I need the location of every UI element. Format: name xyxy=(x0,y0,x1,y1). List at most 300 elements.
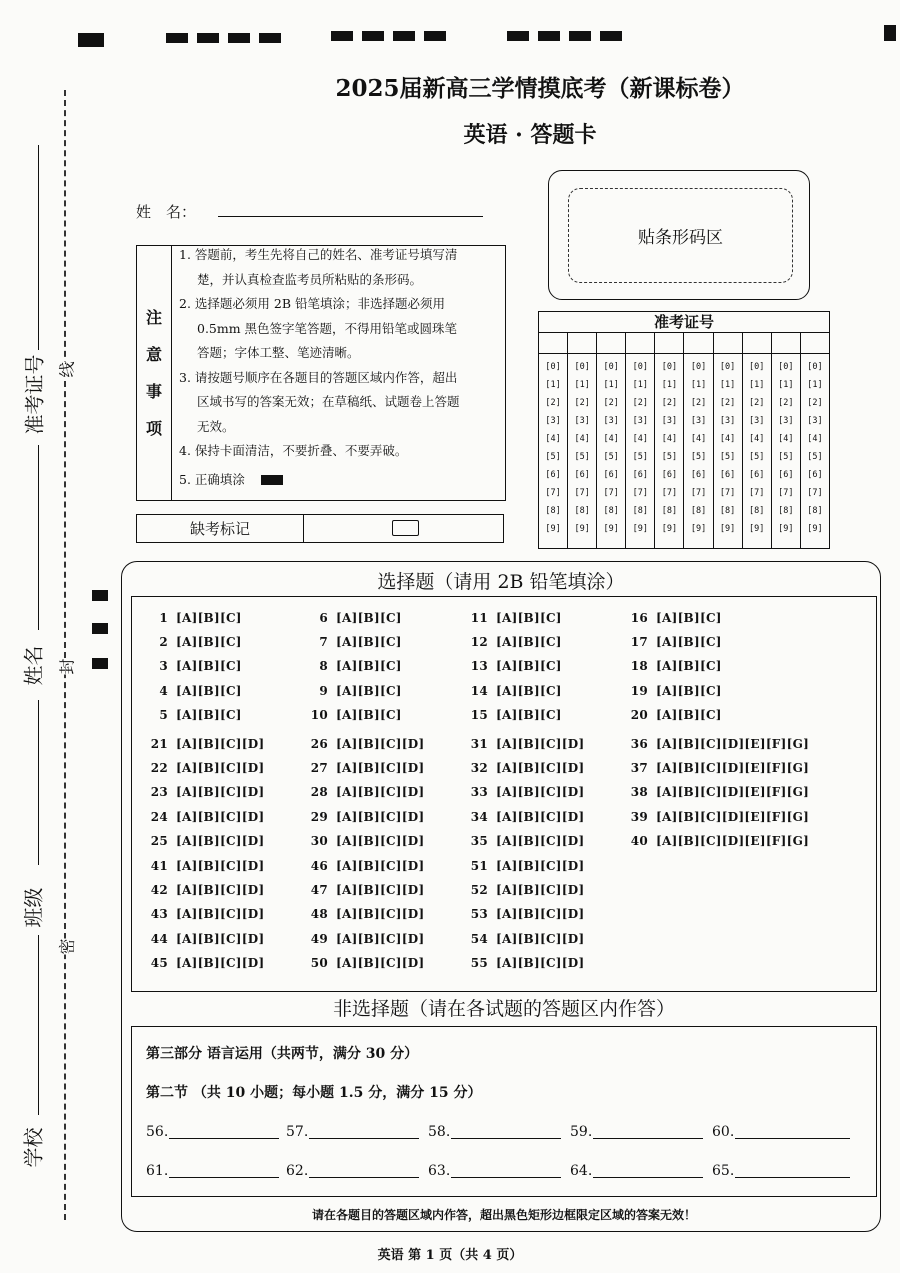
timing-mark xyxy=(259,33,281,43)
question-number: 13 xyxy=(470,659,488,674)
answer-options[interactable]: [A][B][C] xyxy=(336,683,402,698)
digit-bubble[interactable]: [5] xyxy=(574,452,590,462)
question-number: 1 xyxy=(159,611,168,625)
digit-bubble[interactable]: [5] xyxy=(661,452,678,462)
blank-63[interactable] xyxy=(428,1163,561,1179)
mcq-question[interactable] xyxy=(306,659,402,673)
digit-bubble[interactable]: [7] xyxy=(778,488,794,498)
mcq-question[interactable] xyxy=(466,956,584,970)
answer-options[interactable]: [A][B][C] xyxy=(656,659,722,674)
admission-digit-column xyxy=(801,333,829,548)
question-number: 49 xyxy=(310,931,328,946)
digit-bubble[interactable]: [7] xyxy=(632,488,648,498)
answer-line[interactable] xyxy=(169,1138,279,1139)
digit-bubble[interactable]: [1] xyxy=(574,380,590,390)
mcq-question[interactable] xyxy=(146,659,242,673)
digit-bubble[interactable]: [3] xyxy=(661,416,678,426)
digit-bubble[interactable]: [0] xyxy=(545,362,561,372)
digit-bubble[interactable]: [7] xyxy=(574,488,590,498)
mcq-question[interactable] xyxy=(466,932,584,946)
question-number: 32 xyxy=(470,761,488,776)
mcq-question[interactable] xyxy=(466,834,584,848)
page-title: 2025届新高三学情摸底考（新课标卷） xyxy=(335,75,745,102)
question-number: 43 xyxy=(150,907,168,922)
digit-bubble[interactable]: [9] xyxy=(603,524,619,534)
digit-bubble[interactable]: [3] xyxy=(545,416,561,426)
side-label-name: 姓名 xyxy=(21,645,46,686)
answer-options[interactable]: [A][B][C][D][E][F][G] xyxy=(656,809,810,824)
question-number: 22 xyxy=(150,761,168,776)
digit-bubble[interactable]: [4] xyxy=(690,434,707,444)
mcq-question[interactable] xyxy=(626,611,722,625)
timing-mark xyxy=(92,658,108,669)
digit-bubble[interactable]: [1] xyxy=(603,380,619,390)
answer-options[interactable]: [A][B][C][D] xyxy=(336,883,425,898)
blank-59[interactable] xyxy=(570,1124,703,1140)
answer-line[interactable] xyxy=(169,1177,279,1178)
digit-bubble[interactable]: [5] xyxy=(807,452,823,462)
notice-line: 无效。 xyxy=(197,418,235,434)
answer-options[interactable]: [A][B][C][D] xyxy=(336,737,425,751)
digit-bubble[interactable]: [1] xyxy=(749,380,765,390)
answer-options[interactable]: [A][B][C][D] xyxy=(496,883,585,898)
mcq-question[interactable] xyxy=(626,737,809,751)
digit-bubble[interactable]: [4] xyxy=(574,434,590,444)
digit-bubble[interactable]: [9] xyxy=(545,524,561,534)
admission-digit-box[interactable] xyxy=(626,333,654,354)
blank-56[interactable] xyxy=(146,1124,279,1140)
mcq-question[interactable] xyxy=(146,907,264,921)
answer-options[interactable]: [A][B][C][D] xyxy=(176,833,265,848)
mcq-question[interactable] xyxy=(626,785,809,799)
answer-options[interactable]: [A][B][C][D] xyxy=(496,833,585,848)
digit-bubble[interactable]: [4] xyxy=(778,434,794,444)
admission-digit-box[interactable] xyxy=(743,333,771,354)
mcq-question[interactable] xyxy=(146,834,264,848)
digit-bubble[interactable]: [8] xyxy=(749,506,765,516)
mcq-question[interactable] xyxy=(306,859,424,873)
mcq-question[interactable] xyxy=(466,659,562,673)
mcq-question[interactable] xyxy=(146,761,264,775)
mcq-question[interactable] xyxy=(146,737,264,751)
notice-heading-char: 项 xyxy=(145,419,162,438)
question-number: 27 xyxy=(310,761,328,776)
answer-options[interactable]: [A][B][C] xyxy=(496,611,562,625)
question-number: 52 xyxy=(470,883,488,898)
notice-line: 4. 保持卡面清洁，不要折叠、不要弄破。 xyxy=(179,443,408,458)
mcq-question[interactable] xyxy=(146,635,242,649)
digit-bubble[interactable]: [1] xyxy=(690,380,707,390)
digit-bubble[interactable]: [5] xyxy=(603,452,619,462)
digit-bubble[interactable]: [5] xyxy=(719,452,736,462)
question-number: 6 xyxy=(319,611,328,625)
mcq-question[interactable] xyxy=(626,810,809,824)
answer-options[interactable]: [A][B][C][D] xyxy=(336,931,425,946)
digit-bubble[interactable]: [5] xyxy=(632,452,648,462)
mcq-question[interactable] xyxy=(146,785,264,799)
digit-bubble[interactable]: [7] xyxy=(690,488,707,498)
answer-options[interactable]: [A][B][C] xyxy=(656,611,722,625)
blank-57[interactable] xyxy=(286,1124,419,1140)
answer-options[interactable]: [A][B][C][D] xyxy=(496,761,585,776)
digit-bubble[interactable]: [7] xyxy=(719,488,736,498)
blank-58[interactable] xyxy=(428,1124,561,1140)
digit-bubble[interactable]: [5] xyxy=(749,452,765,462)
digit-bubble[interactable]: [0] xyxy=(574,362,590,372)
blank-62[interactable] xyxy=(286,1163,419,1179)
answer-options[interactable]: [A][B][C] xyxy=(176,611,242,625)
timing-mark xyxy=(228,33,250,43)
mcq-question[interactable] xyxy=(466,737,584,751)
digit-bubble[interactable]: [5] xyxy=(690,452,707,462)
section2-heading: 第二节 （共 10 小题；每小题 1.5 分，满分 15 分） xyxy=(146,1085,482,1101)
admission-number-grid xyxy=(538,311,830,549)
digit-bubble[interactable]: [8] xyxy=(807,506,823,516)
mcq-question[interactable] xyxy=(466,635,562,649)
mcq-question[interactable] xyxy=(306,684,402,698)
mcq-question[interactable] xyxy=(146,810,264,824)
mcq-question[interactable] xyxy=(466,684,562,698)
admission-digit-box[interactable] xyxy=(597,333,625,354)
mcq-question[interactable] xyxy=(466,611,562,625)
timing-mark xyxy=(331,31,353,41)
blank-64[interactable] xyxy=(570,1163,703,1179)
digit-bubble[interactable]: [9] xyxy=(749,524,765,534)
digit-bubble[interactable]: [8] xyxy=(632,506,648,516)
digit-bubble[interactable]: [0] xyxy=(749,362,765,372)
digit-bubble[interactable]: [0] xyxy=(719,362,736,372)
digit-bubble[interactable]: [0] xyxy=(603,362,619,372)
digit-bubble[interactable]: [6] xyxy=(778,470,794,480)
digit-bubble[interactable]: [5] xyxy=(778,452,794,462)
digit-bubble[interactable]: [9] xyxy=(719,524,736,534)
answer-options[interactable]: [A][B][C][D] xyxy=(336,955,425,970)
digit-bubble[interactable]: [4] xyxy=(749,434,765,444)
question-number: 15 xyxy=(470,707,488,722)
answer-options[interactable]: [A][B][C][D] xyxy=(176,931,265,946)
notice-line: 1. 答题前，考生先将自己的姓名、准考证号填写清 xyxy=(179,247,458,262)
question-number: 2 xyxy=(159,635,168,650)
answer-options[interactable]: [A][B][C] xyxy=(176,659,242,674)
digit-bubble[interactable]: [6] xyxy=(749,470,765,480)
answer-options[interactable]: [A][B][C] xyxy=(176,683,242,698)
answer-options[interactable]: [A][B][C][D] xyxy=(496,955,585,970)
answer-options[interactable]: [A][B][C][D] xyxy=(336,785,425,800)
digit-bubble[interactable]: [2] xyxy=(603,398,619,408)
digit-bubble[interactable]: [2] xyxy=(661,398,678,408)
digit-bubble[interactable]: [0] xyxy=(807,362,823,372)
answer-options[interactable]: [A][B][C] xyxy=(336,707,402,722)
blank-61[interactable] xyxy=(146,1163,279,1179)
digit-bubble[interactable]: [3] xyxy=(603,416,619,426)
digit-bubble[interactable]: [2] xyxy=(690,398,707,408)
digit-bubble[interactable]: [9] xyxy=(574,524,590,534)
answer-options[interactable]: [A][B][C][D] xyxy=(496,931,585,946)
answer-options[interactable]: [A][B][C][D] xyxy=(496,737,585,751)
digit-bubble[interactable]: [2] xyxy=(632,398,648,408)
digit-bubble[interactable]: [3] xyxy=(574,416,590,426)
answer-options[interactable]: [A][B][C][D][E][F][G] xyxy=(656,761,810,776)
answer-line[interactable] xyxy=(593,1138,703,1139)
digit-bubble[interactable]: [8] xyxy=(574,506,590,516)
digit-bubble[interactable]: [2] xyxy=(719,398,736,408)
answer-line[interactable] xyxy=(735,1138,850,1139)
digit-bubble[interactable]: [3] xyxy=(778,416,794,426)
mcq-question[interactable] xyxy=(306,956,424,970)
answer-options[interactable]: [A][B][C][D] xyxy=(496,785,585,800)
digit-bubble[interactable]: [2] xyxy=(574,398,590,408)
digit-bubble[interactable]: [3] xyxy=(807,416,823,426)
digit-bubble[interactable]: [6] xyxy=(574,470,590,480)
admission-digit-box[interactable] xyxy=(714,333,742,354)
digit-bubble[interactable]: [3] xyxy=(690,416,707,426)
admission-digit-bubbles xyxy=(743,358,771,538)
answer-options[interactable]: [A][B][C][D] xyxy=(336,859,425,873)
timing-mark xyxy=(78,33,104,47)
mcq-question[interactable] xyxy=(466,810,584,824)
answer-options[interactable]: [A][B][C] xyxy=(496,683,562,698)
answer-options[interactable]: [A][B][C][D] xyxy=(176,859,265,873)
digit-bubble[interactable]: [8] xyxy=(719,506,736,516)
answer-options[interactable]: [A][B][C] xyxy=(336,611,402,625)
digit-bubble[interactable]: [1] xyxy=(632,380,648,390)
admission-digit-box[interactable] xyxy=(801,333,829,354)
admission-digit-column xyxy=(539,333,568,548)
notice-heading-char: 事 xyxy=(145,382,162,401)
digit-bubble[interactable]: [4] xyxy=(545,434,561,444)
answer-options[interactable]: [A][B][C][D] xyxy=(176,761,265,776)
school-writing-line xyxy=(38,935,39,1115)
question-number: 34 xyxy=(470,809,488,824)
blank-65[interactable] xyxy=(712,1163,850,1179)
mcq-question[interactable] xyxy=(146,883,264,897)
mcq-question[interactable] xyxy=(466,883,584,897)
digit-bubble[interactable]: [4] xyxy=(807,434,823,444)
mcq-question[interactable] xyxy=(626,659,722,673)
class-writing-line xyxy=(38,700,39,865)
mcq-question[interactable] xyxy=(626,708,722,722)
digit-bubble[interactable]: [1] xyxy=(545,380,561,390)
answer-options[interactable]: [A][B][C][D] xyxy=(336,833,425,848)
absent-checkbox[interactable] xyxy=(392,520,419,536)
digit-bubble[interactable]: [9] xyxy=(807,524,823,534)
mcq-question[interactable] xyxy=(466,785,584,799)
question-number: 54 xyxy=(470,931,488,946)
answer-options[interactable]: [A][B][C][D] xyxy=(176,809,265,824)
digit-bubble[interactable]: [6] xyxy=(545,470,561,480)
answer-options[interactable]: [A][B][C] xyxy=(496,707,562,722)
mcq-question[interactable] xyxy=(466,708,562,722)
admission-digit-box[interactable] xyxy=(539,333,567,354)
mcq-question[interactable] xyxy=(306,883,424,897)
question-number: 17 xyxy=(630,635,648,650)
digit-bubble[interactable]: [7] xyxy=(545,488,561,498)
admission-digit-column xyxy=(714,333,743,548)
name-label: 姓 名： xyxy=(136,203,197,221)
answer-options[interactable]: [A][B][C] xyxy=(656,683,722,698)
timing-mark xyxy=(92,623,108,634)
mcq-question[interactable] xyxy=(626,834,809,848)
digit-bubble[interactable]: [7] xyxy=(603,488,619,498)
answer-line[interactable] xyxy=(309,1177,419,1178)
digit-bubble[interactable]: [5] xyxy=(545,452,561,462)
digit-bubble[interactable]: [8] xyxy=(690,506,707,516)
mcq-question[interactable] xyxy=(466,761,584,775)
mcq-question[interactable] xyxy=(146,956,264,970)
mcq-question[interactable] xyxy=(466,907,584,921)
digit-bubble[interactable]: [6] xyxy=(603,470,619,480)
digit-bubble[interactable]: [3] xyxy=(719,416,736,426)
answer-options[interactable]: [A][B][C] xyxy=(176,707,242,722)
question-number: 9 xyxy=(319,683,328,698)
mcq-question[interactable] xyxy=(306,611,402,625)
digit-bubble[interactable]: [8] xyxy=(778,506,794,516)
digit-bubble[interactable]: [2] xyxy=(545,398,561,408)
mcq-question[interactable] xyxy=(146,932,264,946)
mcq-question[interactable] xyxy=(306,932,424,946)
digit-bubble[interactable]: [0] xyxy=(661,362,678,372)
answer-options[interactable]: [A][B][C][D][E][F][G] xyxy=(656,737,810,751)
digit-bubble[interactable]: [6] xyxy=(719,470,736,480)
mcq-question[interactable] xyxy=(626,684,722,698)
blank-60[interactable] xyxy=(712,1124,850,1140)
digit-bubble[interactable]: [8] xyxy=(603,506,619,516)
answer-options[interactable]: [A][B][C] xyxy=(496,659,562,674)
answer-line[interactable] xyxy=(735,1177,850,1178)
digit-bubble[interactable]: [7] xyxy=(661,488,678,498)
digit-bubble[interactable]: [2] xyxy=(749,398,765,408)
mcq-question[interactable] xyxy=(306,834,424,848)
mcq-question[interactable] xyxy=(306,785,424,799)
mcq-question[interactable] xyxy=(306,737,424,751)
digit-bubble[interactable]: [1] xyxy=(807,380,823,390)
digit-bubble[interactable]: [1] xyxy=(778,380,794,390)
answer-options[interactable]: [A][B][C][D] xyxy=(176,955,265,970)
digit-bubble[interactable]: [4] xyxy=(661,434,678,444)
digit-bubble[interactable]: [1] xyxy=(661,380,678,390)
digit-bubble[interactable]: [4] xyxy=(603,434,619,444)
digit-bubble[interactable]: [0] xyxy=(690,362,707,372)
admission-digit-column xyxy=(597,333,626,548)
digit-bubble[interactable]: [3] xyxy=(749,416,765,426)
digit-bubble[interactable]: [9] xyxy=(690,524,707,534)
blank-number: 62. xyxy=(286,1163,309,1179)
digit-bubble[interactable]: [8] xyxy=(545,506,561,516)
mcq-question[interactable] xyxy=(146,684,242,698)
notice-line-fill-example xyxy=(179,468,499,493)
admission-digit-box[interactable] xyxy=(772,333,800,354)
answer-options[interactable]: [A][B][C][D] xyxy=(336,809,425,824)
digit-bubble[interactable]: [8] xyxy=(661,506,678,516)
blank-number: 59. xyxy=(570,1124,593,1140)
question-number: 4 xyxy=(159,683,168,698)
name-input-line[interactable] xyxy=(218,216,483,217)
digit-bubble[interactable]: [2] xyxy=(778,398,794,408)
mcq-question[interactable] xyxy=(626,635,722,649)
mcq-question[interactable] xyxy=(306,761,424,775)
answer-options[interactable]: [A][B][C] xyxy=(336,659,402,674)
answer-options[interactable]: [A][B][C] xyxy=(176,635,242,650)
notice-body xyxy=(179,243,499,492)
digit-bubble[interactable]: [0] xyxy=(778,362,794,372)
answer-options[interactable]: [A][B][C][D][E][F][G] xyxy=(656,833,810,848)
admission-digit-bubbles xyxy=(539,358,567,538)
digit-bubble[interactable]: [6] xyxy=(807,470,823,480)
digit-bubble[interactable]: [6] xyxy=(690,470,707,480)
digit-bubble[interactable]: [2] xyxy=(807,398,823,408)
mcq-question[interactable] xyxy=(306,810,424,824)
answer-options[interactable]: [A][B][C][D] xyxy=(496,859,585,873)
timing-mark xyxy=(424,31,446,41)
answer-options[interactable]: [A][B][C][D] xyxy=(176,883,265,898)
answer-line[interactable] xyxy=(451,1177,561,1178)
mcq-question[interactable] xyxy=(146,859,264,873)
question-number: 36 xyxy=(630,737,648,751)
admission-digit-box[interactable] xyxy=(568,333,596,354)
mcq-question[interactable] xyxy=(306,708,402,722)
mcq-question[interactable] xyxy=(306,907,424,921)
mcq-question[interactable] xyxy=(626,761,809,775)
notice-line: 区域书写的答案无效；在草稿纸、试题卷上答题 xyxy=(197,394,460,409)
admission-digit-column xyxy=(655,333,684,548)
admission-digit-bubbles xyxy=(801,358,829,538)
blank-number: 65. xyxy=(712,1163,735,1179)
digit-bubble[interactable]: [7] xyxy=(807,488,823,498)
digit-bubble[interactable]: [7] xyxy=(749,488,765,498)
answer-options[interactable]: [A][B][C][D] xyxy=(496,907,585,922)
digit-bubble[interactable]: [9] xyxy=(632,524,648,534)
digit-bubble[interactable]: [6] xyxy=(661,470,678,480)
digit-bubble[interactable]: [9] xyxy=(661,524,678,534)
mcq-question[interactable] xyxy=(466,859,584,873)
answer-options[interactable]: [A][B][C][D] xyxy=(336,907,425,922)
question-number: 39 xyxy=(630,809,648,824)
answer-options[interactable]: [A][B][C] xyxy=(656,707,722,722)
mcq-question[interactable] xyxy=(146,708,242,722)
answer-options[interactable]: [A][B][C][D] xyxy=(496,809,585,824)
digit-bubble[interactable]: [0] xyxy=(632,362,648,372)
mcq-question[interactable] xyxy=(306,635,402,649)
answer-options[interactable]: [A][B][C][D] xyxy=(336,761,425,776)
admission-digit-box[interactable] xyxy=(655,333,683,354)
answer-options[interactable]: [A][B][C][D] xyxy=(176,907,265,922)
digit-bubble[interactable]: [9] xyxy=(778,524,794,534)
notice-heading-char: 意 xyxy=(145,345,162,364)
answer-line[interactable] xyxy=(309,1138,419,1139)
timing-mark xyxy=(538,31,560,41)
timing-mark xyxy=(884,25,896,41)
digit-bubble[interactable]: [1] xyxy=(719,380,736,390)
answer-options[interactable]: [A][B][C] xyxy=(496,635,562,650)
digit-bubble[interactable]: [4] xyxy=(719,434,736,444)
answer-options[interactable]: [A][B][C] xyxy=(336,635,402,650)
blank-number: 64. xyxy=(570,1163,593,1179)
digit-bubble[interactable]: [6] xyxy=(632,470,648,480)
answer-options[interactable]: [A][B][C][D] xyxy=(176,737,265,751)
digit-bubble[interactable]: [3] xyxy=(632,416,648,426)
answer-options[interactable]: [A][B][C][D] xyxy=(176,785,265,800)
admission-digit-box[interactable] xyxy=(684,333,712,354)
notice-line: 5. 正确填涂 xyxy=(179,471,245,487)
question-number: 11 xyxy=(470,611,488,625)
mcq-question[interactable] xyxy=(146,611,242,625)
answer-options[interactable]: [A][B][C][D][E][F][G] xyxy=(656,785,810,800)
answer-options[interactable]: [A][B][C] xyxy=(656,635,722,650)
answer-line[interactable] xyxy=(593,1177,703,1178)
question-number: 20 xyxy=(630,707,648,722)
answer-line[interactable] xyxy=(451,1138,561,1139)
digit-bubble[interactable]: [4] xyxy=(632,434,648,444)
